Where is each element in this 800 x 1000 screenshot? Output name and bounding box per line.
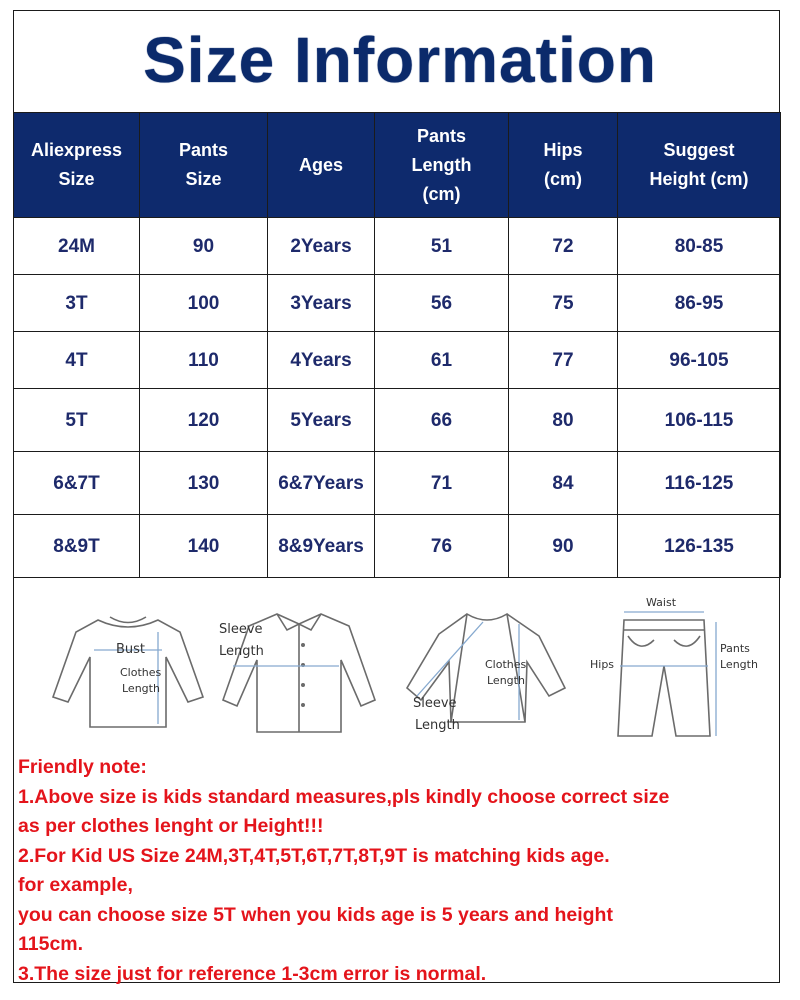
sleeve-length-label: Length: [219, 644, 264, 659]
table-row: [14, 218, 781, 275]
header-hips: Hips (cm): [509, 113, 618, 218]
measurement-diagrams: [14, 590, 779, 755]
clothes-label: Clothes: [485, 658, 527, 671]
table-cell: 3Years: [268, 275, 375, 332]
clothes-label: Clothes: [120, 666, 162, 679]
table-header-row: [14, 113, 781, 218]
table-cell: 3T: [14, 275, 140, 332]
table-cell: 2Years: [268, 218, 375, 275]
note-line: you can choose size 5T when you kids age is 5 years and height: [18, 903, 613, 926]
page-title: Size Information: [143, 24, 657, 96]
table-cell: 61: [375, 332, 509, 389]
table-cell: 130: [140, 452, 268, 515]
table-cell: 75: [509, 275, 618, 332]
table-row: [14, 515, 781, 578]
sleeve-label: Sleeve: [219, 622, 263, 637]
table-cell: 96-105: [618, 332, 781, 389]
table-cell: 56: [375, 275, 509, 332]
header-pants-size: Pants Size: [140, 113, 268, 218]
table-cell: 80: [509, 389, 618, 452]
waist-label: Waist: [646, 596, 677, 609]
pants-diagram: [584, 596, 758, 746]
header-pants-length: Pants Length (cm): [375, 113, 509, 218]
raglan-shirt-icon: [399, 600, 569, 735]
length-label: Length: [122, 682, 160, 695]
table-cell: 51: [375, 218, 509, 275]
note-line: as per clothes lenght or Height!!!: [18, 815, 324, 837]
table-cell: 8&9Years: [268, 515, 375, 578]
table-cell: 116-125: [618, 452, 781, 515]
pants-length-label: Length: [720, 658, 758, 671]
table-cell: 72: [509, 218, 618, 275]
friendly-note: [18, 753, 780, 989]
table-cell: 24M: [14, 218, 140, 275]
note-heading: Friendly note:: [18, 756, 147, 778]
table-row: [14, 332, 781, 389]
table-cell: 4T: [14, 332, 140, 389]
table-cell: 71: [375, 452, 509, 515]
table-cell: 76: [375, 515, 509, 578]
header-suggest-height: Suggest Height (cm): [618, 113, 781, 218]
table-cell: 140: [140, 515, 268, 578]
table-cell: 5Years: [268, 389, 375, 452]
table-row: [14, 452, 781, 515]
length-label: Length: [487, 674, 525, 687]
table-cell: 90: [140, 218, 268, 275]
table-cell: 106-115: [618, 389, 781, 452]
pants-label: Pants: [720, 642, 750, 655]
size-table: [13, 112, 781, 578]
table-cell: 120: [140, 389, 268, 452]
note-line: 115cm.: [18, 933, 84, 955]
table-cell: 4Years: [268, 332, 375, 389]
tshirt-diagram: [48, 602, 208, 737]
sleeve-label: Sleeve: [413, 696, 457, 711]
table-row: [14, 389, 781, 452]
header-ages: Ages: [268, 113, 375, 218]
sleeve-length-label: Length: [415, 718, 460, 733]
table-cell: 77: [509, 332, 618, 389]
bust-label: Bust: [116, 642, 146, 657]
table-cell: 5T: [14, 389, 140, 452]
table-cell: 126-135: [618, 515, 781, 578]
note-line: 3.The size just for reference 1-3cm error is normal.: [18, 962, 487, 985]
note-line: 2.For Kid US Size 24M,3T,4T,5T,6T,7T,8T,9T is matching kids age.: [18, 844, 610, 867]
table-cell: 110: [140, 332, 268, 389]
header-aliexpress-size: Aliexpress Size: [14, 113, 140, 218]
pants-icon: [584, 596, 754, 746]
table-cell: 80-85: [618, 218, 781, 275]
table-cell: 100: [140, 275, 268, 332]
table-cell: 66: [375, 389, 509, 452]
button-shirt-diagram: [219, 600, 379, 740]
note-line: 1.Above size is kids standard measures,pls kindly choose correct size: [18, 785, 670, 808]
table-cell: 86-95: [618, 275, 781, 332]
raglan-shirt-diagram: [399, 600, 569, 735]
note-line: for example,: [18, 874, 133, 896]
table-cell: 90: [509, 515, 618, 578]
table-cell: 8&9T: [14, 515, 140, 578]
table-cell: 84: [509, 452, 618, 515]
table-row: [14, 275, 781, 332]
table-cell: 6&7Years: [268, 452, 375, 515]
hips-label: Hips: [590, 658, 615, 671]
table-cell: 6&7T: [14, 452, 140, 515]
